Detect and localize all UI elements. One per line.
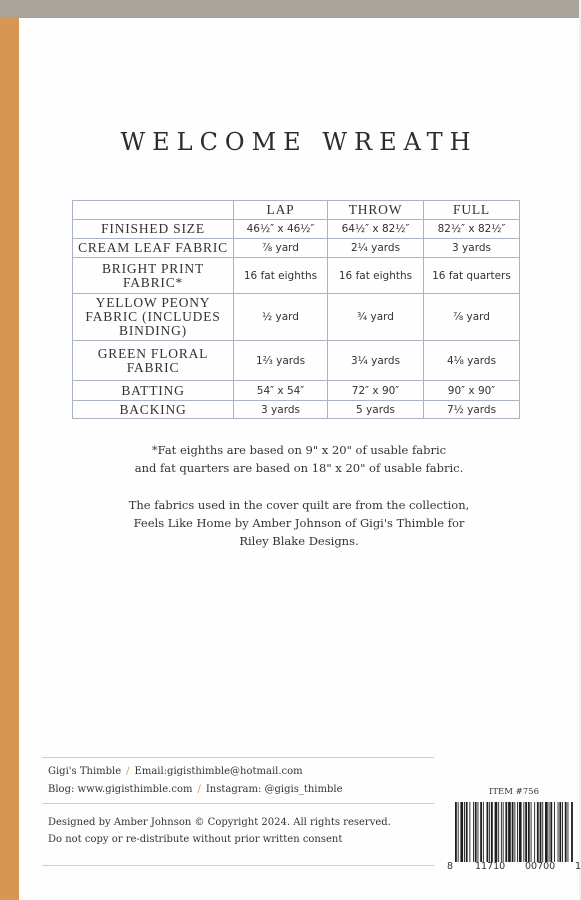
cell-lap: ½ yard [234,294,328,341]
table-row [73,381,520,401]
barcode-bar [495,802,498,862]
barcode-bar [466,802,468,862]
barcode-bar [554,802,555,862]
barcode-bar [473,802,474,862]
cell-lap: 3 yards [234,401,328,419]
barcode-bar [514,802,515,862]
cell-full: 7½ yards [424,401,520,419]
barcode-bar [455,802,457,862]
company-name: Gigi's Thimble [48,766,122,777]
divider [42,803,434,804]
barcode-icon [455,802,573,862]
copyright-line: Designed by Amber Johnson © Copyright 2024. All rights reserved. [48,817,391,828]
cell-full: ⅞ yard [424,294,520,341]
barcode-bar [489,802,490,862]
row-label-line: BRIGHT PRINT [102,260,204,276]
row-label-line: FINISHED SIZE [101,221,205,236]
barcode-bar [483,802,484,862]
cell-throw: 2¼ yards [328,239,424,258]
row-label [73,401,234,419]
corner-cell [73,201,234,220]
cell-full: 3 yards [424,239,520,258]
row-label-line: BATTING [121,382,185,398]
upc-first-digit: 8 [447,861,454,872]
pattern-title: WELCOME WREATH [120,128,478,157]
cell-throw: 72″ x 90″ [328,381,424,401]
instagram-link[interactable]: Instagram: @gigis_thimble [205,784,343,795]
fabric-collection-note [19,496,579,550]
barcode-bar [542,802,543,862]
contact-line-2 [48,784,343,795]
barcode-bar [503,802,504,862]
contact-line-1 [48,766,303,777]
cell-full: 16 fat quarters [424,258,520,294]
table-row [73,239,520,258]
row-label [73,294,234,341]
footnote-line: and fat quarters are based on 18" x 20" of usable fabric. [134,461,464,475]
row-label [73,381,234,401]
table-row [73,220,520,239]
cell-lap: 46½″ x 46½″ [234,220,328,239]
row-label [73,220,234,239]
barcode-bar [531,802,532,862]
barcode-bar [519,802,522,862]
barcode-bar [525,802,527,862]
barcode-bar [517,802,518,862]
row-label-line: YELLOW PEONY [95,295,211,310]
barcode-bar [562,802,563,862]
barcode-bar [550,802,552,862]
barcode-bar [571,802,573,862]
fat-quarter-footnote [19,441,579,477]
row-label [73,239,234,258]
note-line: Feels Like Home by Amber Johnson of Gigi's Thimble for [133,516,465,530]
cell-throw: ¾ yard [328,294,424,341]
top-band [0,0,579,18]
row-label-line: BINDING) [119,323,187,338]
barcode-bar [487,802,489,862]
row-label-line: FABRIC [126,359,180,375]
upc-right-group: 00700 [525,861,556,872]
cell-throw: 5 yards [328,401,424,419]
cell-throw: 16 fat eighths [328,258,424,294]
barcode-bar [523,802,524,862]
column-header-throw: THROW [328,201,424,220]
barcode-bar [458,802,459,862]
row-label [73,258,234,294]
table-row [73,341,520,381]
column-header-full: FULL [424,201,520,220]
barcode-bar [475,802,477,862]
barcode-bar [491,802,493,862]
cell-throw: 64½″ x 82½″ [328,220,424,239]
barcode-bar [558,802,559,862]
barcode-bar [549,802,550,862]
row-label-line: GREEN FLORAL [97,345,209,361]
divider [42,757,434,758]
cell-full: 4⅛ yards [424,341,520,381]
item-number: ITEM #756 [489,787,539,797]
barcode-bar [460,802,463,862]
note-line: The fabrics used in the cover quilt are from the collection, [128,498,470,512]
barcode-bar [464,802,465,862]
barcode-bar [568,802,569,862]
note-line: Riley Blake Designs. [239,534,359,548]
barcode-bar [528,802,530,862]
separator: / [197,784,201,795]
barcode-bar [508,802,511,862]
table-row [73,258,520,294]
barcode-bar [501,802,502,862]
orange-side-stripe [0,18,19,900]
table-header-row [73,201,520,220]
barcode-bar [545,802,548,862]
barcode-bar [498,802,499,862]
row-label-line: FABRIC (INCLUDES [85,309,221,324]
distribution-notice: Do not copy or re-distribute without prior written consent [48,834,343,845]
column-header-lap: LAP [234,201,328,220]
barcode-bar [540,802,542,862]
barcode-bar [478,802,479,862]
barcode-bar [480,802,482,862]
cell-full: 90″ x 90″ [424,381,520,401]
yardage-table [72,200,520,419]
cell-full: 82½″ x 82½″ [424,220,520,239]
barcode-bar [505,802,507,862]
email-link[interactable]: Email:gigisthimble@hotmail.com [134,766,303,777]
cell-lap: 16 fat eighths [234,258,328,294]
separator: / [126,766,130,777]
row-label-line: CREAM LEAF FABRIC [78,240,228,255]
table-row [73,294,520,341]
barcode-bar [565,802,567,862]
footnote-line: *Fat eighths are based on 9" x 20" of usable fabric [151,443,447,457]
divider [42,865,434,866]
barcode-bar [537,802,539,862]
cell-lap: ⅞ yard [234,239,328,258]
barcode-bar [512,802,514,862]
blog-link[interactable]: Blog: www.gigisthimble.com [48,784,193,795]
upc-last-digit: 1 [575,861,581,872]
barcode-bar [559,802,561,862]
barcode-bar [469,802,470,862]
table-row [73,401,520,419]
barcode-bar [534,802,535,862]
row-label [73,341,234,381]
cell-lap: 54″ x 54″ [234,381,328,401]
row-label-line: BACKING [119,401,187,417]
cell-lap: 1⅔ yards [234,341,328,381]
cell-throw: 3¼ yards [328,341,424,381]
upc-left-group: 11710 [475,861,506,872]
row-label-line: FABRIC* [122,274,184,290]
